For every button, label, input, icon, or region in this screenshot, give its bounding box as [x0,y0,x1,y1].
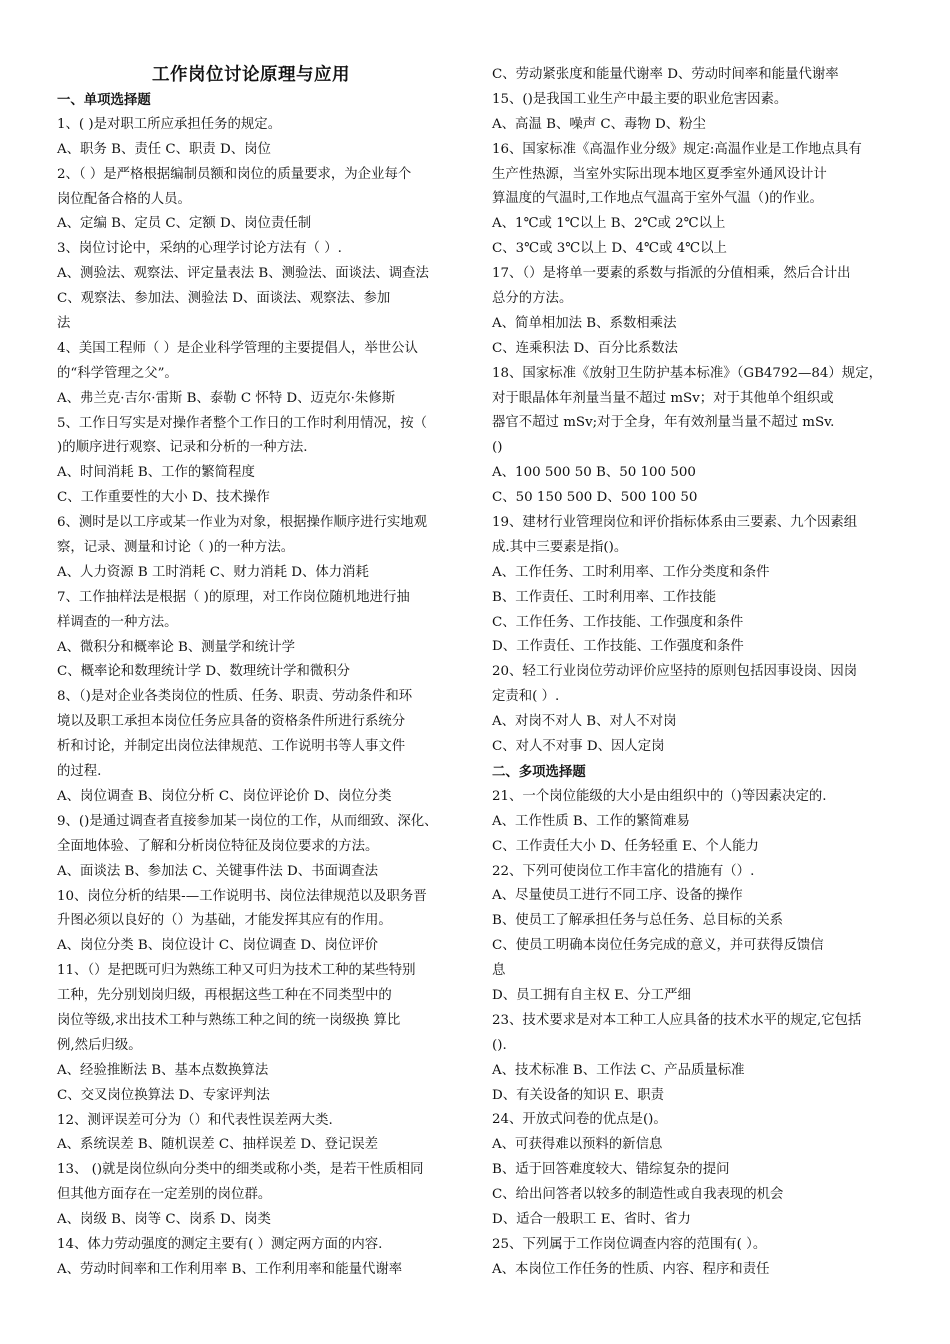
right-column [492,63,904,1283]
text-line: 察，记录、测量和讨论（ )的一种方法。 [57,540,295,556]
text-line: 析和讨论，并制定出岗位法律规范、工作说明书等人事文件 [57,739,406,755]
text-line: 9、()是通过调查者直接参加某一岗位的工作，从而细致、深化、 [57,813,438,829]
text-line: A、微积分和概率论 B、测量学和统计学 [57,639,296,655]
text-line: 2、（ ）是严格根据编制员额和岗位的质量要求，为企业每个 [57,166,412,182]
text-line: A、100 500 50 B、50 100 500 [492,465,696,481]
text-line: 但其他方面存在一定差别的岗位群。 [57,1187,272,1203]
text-line: 工种，先分别划岗归级，再根据这些工种在不同类型中的 [57,988,392,1004]
text-line: A、人力资源 B 工时消耗 C、财力消耗 D、体力消耗 [57,564,369,580]
text-line: A、职务 B、责任 C、职责 D、岗位 [57,141,271,157]
text-line: 境以及职工承担本岗位任务应具备的资格条件所进行系统分 [57,714,406,730]
text-line: C、交叉岗位换算法 D、专家评判法 [57,1087,270,1103]
text-line: 的“科学管理之父”。 [57,365,178,381]
text-line: A、时间消耗 B、工作的繁简程度 [57,465,255,481]
text-line: 11、（）是把既可归为熟练工种又可归为技术工种的某些特别 [57,963,416,979]
text-line: B、工作责任、工时利用率、工作技能 [492,589,717,605]
text-line: C、连乘积法 D、百分比系数法 [492,340,678,356]
section-heading: 一、单项选择题 [57,92,151,108]
left-column [57,62,462,1283]
text-line: A、高温 B、噪声 C、毒物 D、粉尘 [492,116,706,132]
text-line: A、劳动时间率和工作利用率 B、工作利用率和能量代谢率 [57,1261,403,1277]
text-line: 升图必须以良好的（）为基础，才能发挥其应有的作用。 [57,913,392,929]
text-line: 20、轻工行业岗位劳动评价应坚持的原则包括因事设岗、因岗 [492,664,858,680]
text-line: 器官不超过 mSv;对于全身，年有效剂量当量不超过 mSv. [492,415,835,431]
text-line: 24、开放式问卷的优点是()。 [492,1112,667,1128]
text-line: C、3℃或 3℃以上 D、4℃或 4℃以上 [492,241,727,257]
text-line: A、岗位调查 B、岗位分析 C、岗位评论价 D、岗位分类 [57,788,392,804]
text-line: C、工作任务、工作技能、工作强度和条件 [492,614,744,630]
text-line: A、定编 B、定员 C、定额 D、岗位责任制 [57,216,312,232]
text-line: A、可获得难以预料的新信息 [492,1137,663,1153]
text-line: 14、体力劳动强度的测定主要有( ）测定两方面的内容. [57,1236,383,1252]
text-line: C、使员工明确本岗位任务完成的意义，并可获得反馈信 [492,938,824,954]
text-line: 4、美国工程师（ ）是企业科学管理的主要提倡人，举世公认 [57,340,418,356]
text-line: D、有关设备的知识 E、职责 [492,1087,665,1103]
text-line: )的顺序进行观察、记录和分析的一种方法. [57,440,308,456]
text-line: 25、下列属于工作岗位调查内容的范围有( ）。 [492,1236,767,1252]
text-line: D、适合一般职工 E、省时、省力 [492,1211,691,1227]
text-line: 法 [57,316,71,332]
text-line: 成.其中三要素是指()。 [492,539,628,555]
text-line: C、观察法、参加法、测验法 D、面谈法、观察法、参加 [57,291,391,307]
text-line: C、对人不对事 D、因人定岗 [492,739,665,755]
text-line: 8、（)是对企业各类岗位的性质、任务、职责、劳动条件和环 [57,689,413,705]
text-line: 例,然后归级。 [57,1037,142,1053]
text-line: 5、工作日写实是对操作者整个工作日的工作时利用情况，按（ [57,415,428,431]
text-line: A、对岗不对人 B、对人不对岗 [492,714,677,730]
text-line: A、面谈法 B、参加法 C、关键事件法 D、书面调查法 [57,863,379,879]
text-line: 21、一个岗位能级的大小是由组织中的（)等因素决定的. [492,788,827,804]
text-line: 7、工作抽样法是根据（ )的原理，对工作岗位随机地进行抽 [57,589,410,605]
text-line: B、使员工了解承担任务与总任务、总目标的关系 [492,913,784,929]
text-line: A、简单相加法 B、系数相乘法 [492,315,677,331]
text-line: C、概率论和数理统计学 D、数理统计学和微积分 [57,664,351,680]
text-line: A、经验推断法 B、基本点数换算法 [57,1062,269,1078]
text-line: 19、建材行业管理岗位和评价指标体系由三要素、九个因素组 [492,515,858,531]
text-line: 23、技术要求是对本工种工人应具备的技术水平的规定,它包括 [492,1012,862,1028]
text-line: A、岗位分类 B、岗位设计 C、岗位调查 D、岗位评价 [57,938,379,954]
text-line: 的过程. [57,764,102,780]
text-line: 全面地体验、了解和分析岗位特征及岗位要求的方法。 [57,838,379,854]
text-line: A、弗兰克·吉尔·雷斯 B、泰勒 C 怀特 D、迈克尔·朱修斯 [57,390,396,406]
text-line: 1、( )是对职工所应承担任务的规定。 [57,116,282,132]
text-line: 岗位配备合格的人员。 [57,191,191,207]
text-line: 13、 ()就是岗位纵向分类中的细类或称小类，是若干性质相同 [57,1162,424,1178]
text-line: 息 [492,963,506,979]
text-line: D、员工拥有自主权 E、分工严细 [492,987,691,1003]
section-heading: 二、多项选择题 [492,763,586,780]
text-line: A、测验法、观察法、评定量表法 B、测验法、面谈法、调查法 [57,266,429,282]
text-line: A、尽量使员工进行不同工序、设备的操作 [492,888,743,904]
text-line: (). [492,1037,507,1053]
text-line: A、1℃或 1℃以上 B、2℃或 2℃以上 [492,216,726,232]
text-line: 22、下列可使岗位工作丰富化的措施有（）. [492,863,755,879]
text-line: 样调查的一种方法。 [57,614,178,630]
document-title: 工作岗位讨论原理与应用 [152,65,350,85]
text-line: 算温度的气温时,工作地点气温高于室外气温（)的作业。 [492,191,823,207]
text-line: A、工作任务、工时利用率、工作分类度和条件 [492,564,770,580]
text-line: B、适于回答难度较大、错综复杂的提问 [492,1162,730,1178]
text-line: 18、国家标准《放射卫生防护基本标准》（GB4792—84）规定， [492,365,882,381]
text-line: A、系统误差 B、随机误差 C、抽样误差 D、登记误差 [57,1137,379,1153]
text-line: A、工作性质 B、工作的繁简难易 [492,813,690,829]
text-line: 16、国家标准《高温作业分级》规定:高温作业是工作地点具有 [492,141,862,157]
text-line: C、工作重要性的大小 D、技术操作 [57,490,270,506]
text-line: 15、()是我国工业生产中最主要的职业危害因素。 [492,91,788,107]
text-line: C、50 150 500 D、500 100 50 [492,490,698,506]
text-line: A、本岗位工作任务的性质、内容、程序和责任 [492,1261,770,1277]
text-line: () [492,440,503,456]
text-line: 10、岗位分析的结果-—工作说明书、岗位法律规范以及职务晋 [57,888,427,904]
text-line: C、工作责任大小 D、任务轻重 E、个人能力 [492,838,759,854]
text-line: D、工作责任、工作技能、工作强度和条件 [492,639,744,655]
text-line: A、岗级 B、岗等 C、岗系 D、岗类 [57,1212,271,1228]
text-line: 17、（）是将单一要素的系数与指派的分值相乘，然后合计出 [492,266,851,282]
text-line: 总分的方法。 [492,291,573,307]
text-line: C、给出问答者以较多的制造性或自我表现的机会 [492,1187,784,1203]
text-line: A、技术标准 B、工作法 C、产品质量标准 [492,1062,745,1078]
text-line: 12、测评误差可分为（）和代表性误差两大类. [57,1112,333,1128]
text-line: 定责和( ）. [492,689,560,705]
text-line: 生产性热源，当室外实际出现本地区夏季室外通风设计计 [492,166,827,182]
text-line: 3、岗位讨论中，采纳的心理学讨论方法有（ ）. [57,241,342,257]
text-line: 岗位等级,求出技术工种与熟练工种之间的统一岗级换 算比 [57,1012,401,1028]
text-line: C、劳动紧张度和能量代谢率 D、劳动时间率和能量代谢率 [492,67,839,82]
text-line: 6、测时是以工序或某一作业为对象，根据操作顺序进行实地观 [57,515,428,531]
text-line: 对于眼晶体年剂量当量不超过 mSv；对于其他单个组织或 [492,390,834,406]
